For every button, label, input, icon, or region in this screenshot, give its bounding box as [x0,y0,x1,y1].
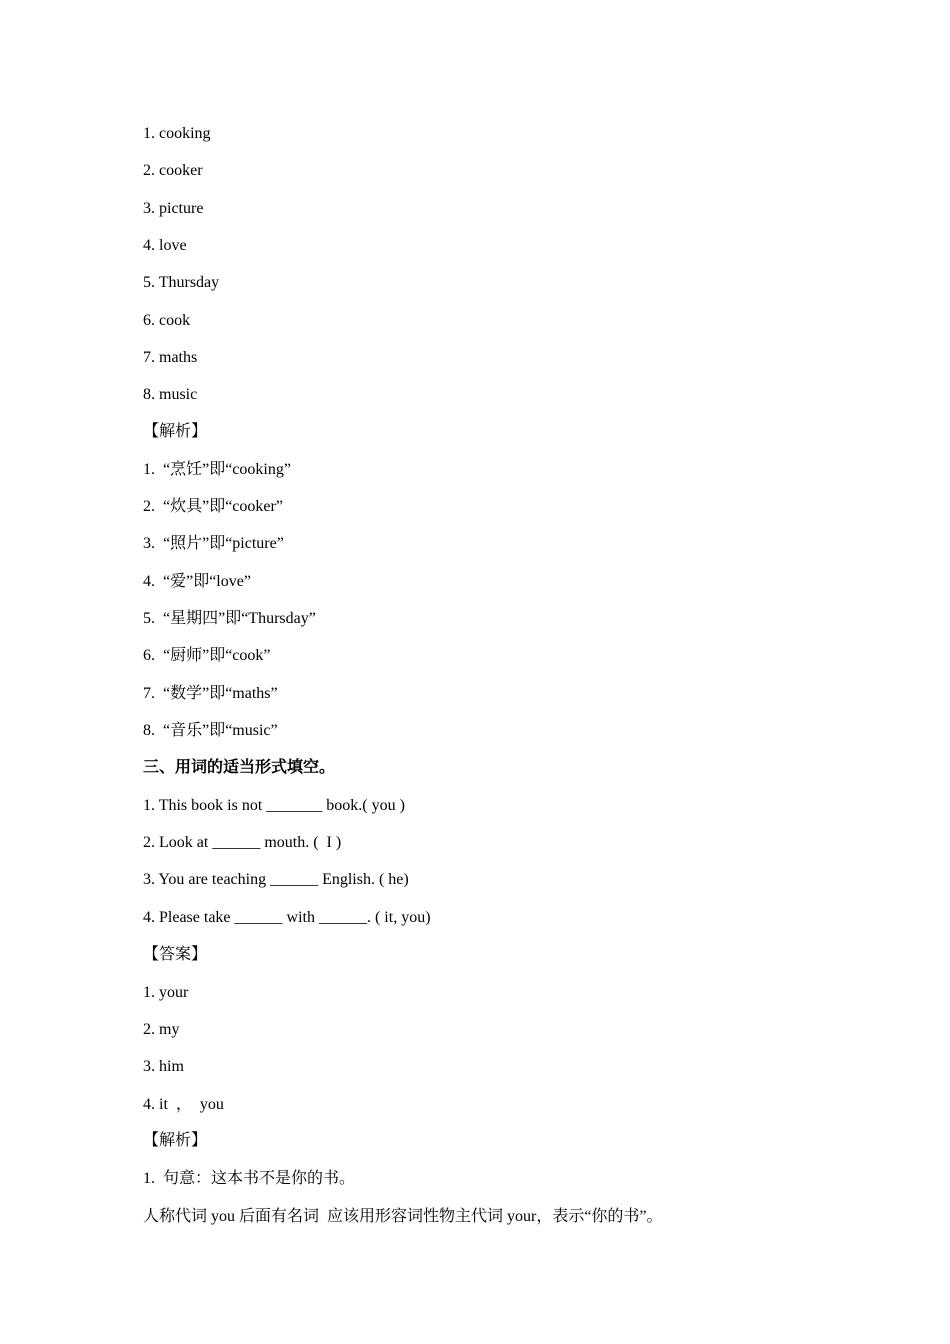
analysis-line: 8. “音乐”即“music” [143,722,278,739]
analysis-label: 【解析】 [143,423,208,440]
question-line: 4. Please take ______ with ______. ( it, you) [143,909,431,926]
answer-line: 5. Thursday [143,274,220,291]
analysis-line: 5. “星期四”即“Thursday” [143,610,316,627]
question-line: 1. This book is not _______ book.( you ) [143,797,405,814]
analysis-label: 【解析】 [143,1132,208,1149]
answer-line: 3. him [143,1058,184,1075]
answer-line: 4. love [143,237,187,254]
analysis-line: 4. “爱”即“love” [143,573,251,590]
answer-label: 【答案】 [143,946,208,963]
answer-line: 6. cook [143,312,191,329]
analysis-line: 6. “厨师”即“cook” [143,647,271,664]
question-line: 3. You are teaching ______ English. ( he) [143,871,409,888]
analysis-line: 1. “烹饪”即“cooking” [143,461,291,478]
analysis-line: 人称代词 you 后面有名词 应该用形容词性物主代词 your，表示“你的书”。 [143,1208,663,1225]
answer-line: 7. maths [143,349,198,366]
answer-line: 2. cooker [143,162,203,179]
answer-line: 3. picture [143,200,204,217]
analysis-line: 7. “数学”即“maths” [143,685,278,702]
section-title: 三、用词的适当形式填空。 [143,759,336,776]
answer-line: 8. music [143,386,198,403]
analysis-line: 2. “炊具”即“cooker” [143,498,283,515]
answer-line: 2. my [143,1021,180,1038]
analysis-line: 1. 句意：这本书不是你的书。 [143,1170,356,1187]
answer-line: 1. your [143,984,189,1001]
analysis-line: 3. “照片”即“picture” [143,535,284,552]
answer-line: 1. cooking [143,125,211,142]
question-line: 2. Look at ______ mouth. ( I ) [143,834,342,851]
answer-line: 4. it ， you [143,1096,224,1113]
